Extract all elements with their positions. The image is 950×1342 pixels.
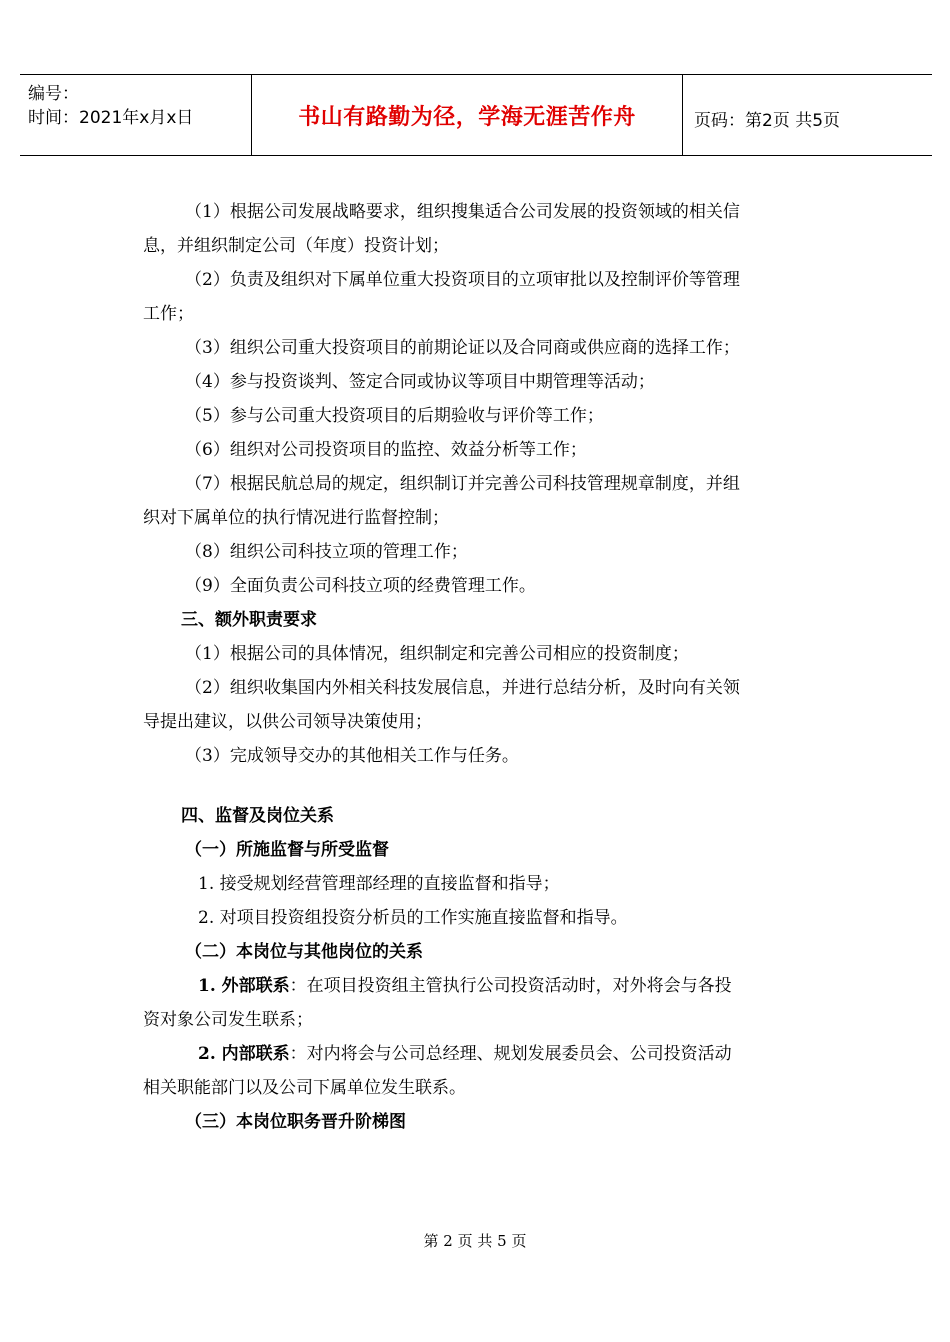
- duty-6: （6）组织对公司投资项目的监控、效益分析等工作；: [185, 440, 587, 460]
- extra-1: （1）根据公司的具体情况，组织制定和完善公司相应的投资制度；: [185, 644, 689, 664]
- header-top-rule: [20, 74, 932, 75]
- duty-1-line-2: 息，并组织制定公司（年度）投资计划；: [143, 236, 449, 256]
- time-label: 时间：2021年x月x日: [28, 108, 194, 128]
- header-motto: 书山有路勤为径，学海无涯苦作舟: [298, 105, 636, 130]
- subsection-3-title: （三）本岗位职务晋升阶梯图: [185, 1112, 406, 1132]
- external-relation-label: 1. 外部联系: [198, 976, 290, 996]
- section-4-title: 四、监督及岗位关系: [181, 806, 334, 826]
- header-bottom-rule: [20, 155, 932, 156]
- section-3-title: 三、额外职责要求: [181, 610, 317, 630]
- duty-2-line-1: （2）负责及组织对下属单位重大投资项目的立项审批以及控制评价等管理: [185, 270, 740, 290]
- section-gap: [143, 773, 811, 799]
- internal-relation-label: 2. 内部联系: [198, 1044, 290, 1064]
- header-page-info: 页码：第2页 共5页: [694, 111, 841, 131]
- header-table: [20, 74, 932, 156]
- duty-7-line-1: （7）根据民航总局的规定，组织制订并完善公司科技管理规章制度，并组: [185, 474, 740, 494]
- external-relation-text: ：在项目投资组主管执行公司投资活动时，对外将会与各投: [289, 976, 732, 996]
- extra-3: （3）完成领导交办的其他相关工作与任务。: [185, 746, 519, 766]
- duty-5: （5）参与公司重大投资项目的后期验收与评价等工作；: [185, 406, 604, 426]
- supervision-item-2: 2. 对项目投资组投资分析员的工作实施直接监督和指导。: [198, 908, 628, 928]
- header-meta: [28, 82, 193, 130]
- duty-2-line-2: 工作；: [143, 304, 194, 324]
- subsection-2-title: （二）本岗位与其他岗位的关系: [185, 942, 423, 962]
- header-divider-right: [682, 74, 683, 156]
- external-relation-line-1: [143, 969, 811, 1003]
- duty-1-line-1: （1）根据公司发展战略要求，组织搜集适合公司发展的投资领域的相关信: [185, 202, 740, 222]
- internal-relation-line-2: 相关职能部门以及公司下属单位发生联系。: [143, 1078, 466, 1098]
- extra-2-line-1: （2）组织收集国内外相关科技发展信息，并进行总结分析，及时向有关领: [185, 678, 740, 698]
- duty-7-line-2: 织对下属单位的执行情况进行监督控制；: [143, 508, 449, 528]
- document-body: [143, 195, 811, 1139]
- duty-9: （9）全面负责公司科技立项的经费管理工作。: [185, 576, 536, 596]
- subsection-1-title: （一）所施监督与所受监督: [185, 840, 389, 860]
- page-footer: 第 2 页 共 5 页: [423, 1232, 527, 1250]
- extra-2-line-2: 导提出建议，以供公司领导决策使用；: [143, 712, 432, 732]
- serial-label: 编号：: [28, 84, 79, 104]
- duty-4: （4）参与投资谈判、签定合同或协议等项目中期管理等活动；: [185, 372, 655, 392]
- supervision-item-1: 1. 接受规划经营管理部经理的直接监督和指导；: [198, 874, 560, 894]
- internal-relation-text: ：对内将会与公司总经理、规划发展委员会、公司投资活动: [289, 1044, 732, 1064]
- internal-relation-line-1: [143, 1037, 811, 1071]
- external-relation-line-2: 资对象公司发生联系；: [143, 1010, 313, 1030]
- duty-8: （8）组织公司科技立项的管理工作；: [185, 542, 468, 562]
- duty-3: （3）组织公司重大投资项目的前期论证以及合同商或供应商的选择工作；: [185, 338, 740, 358]
